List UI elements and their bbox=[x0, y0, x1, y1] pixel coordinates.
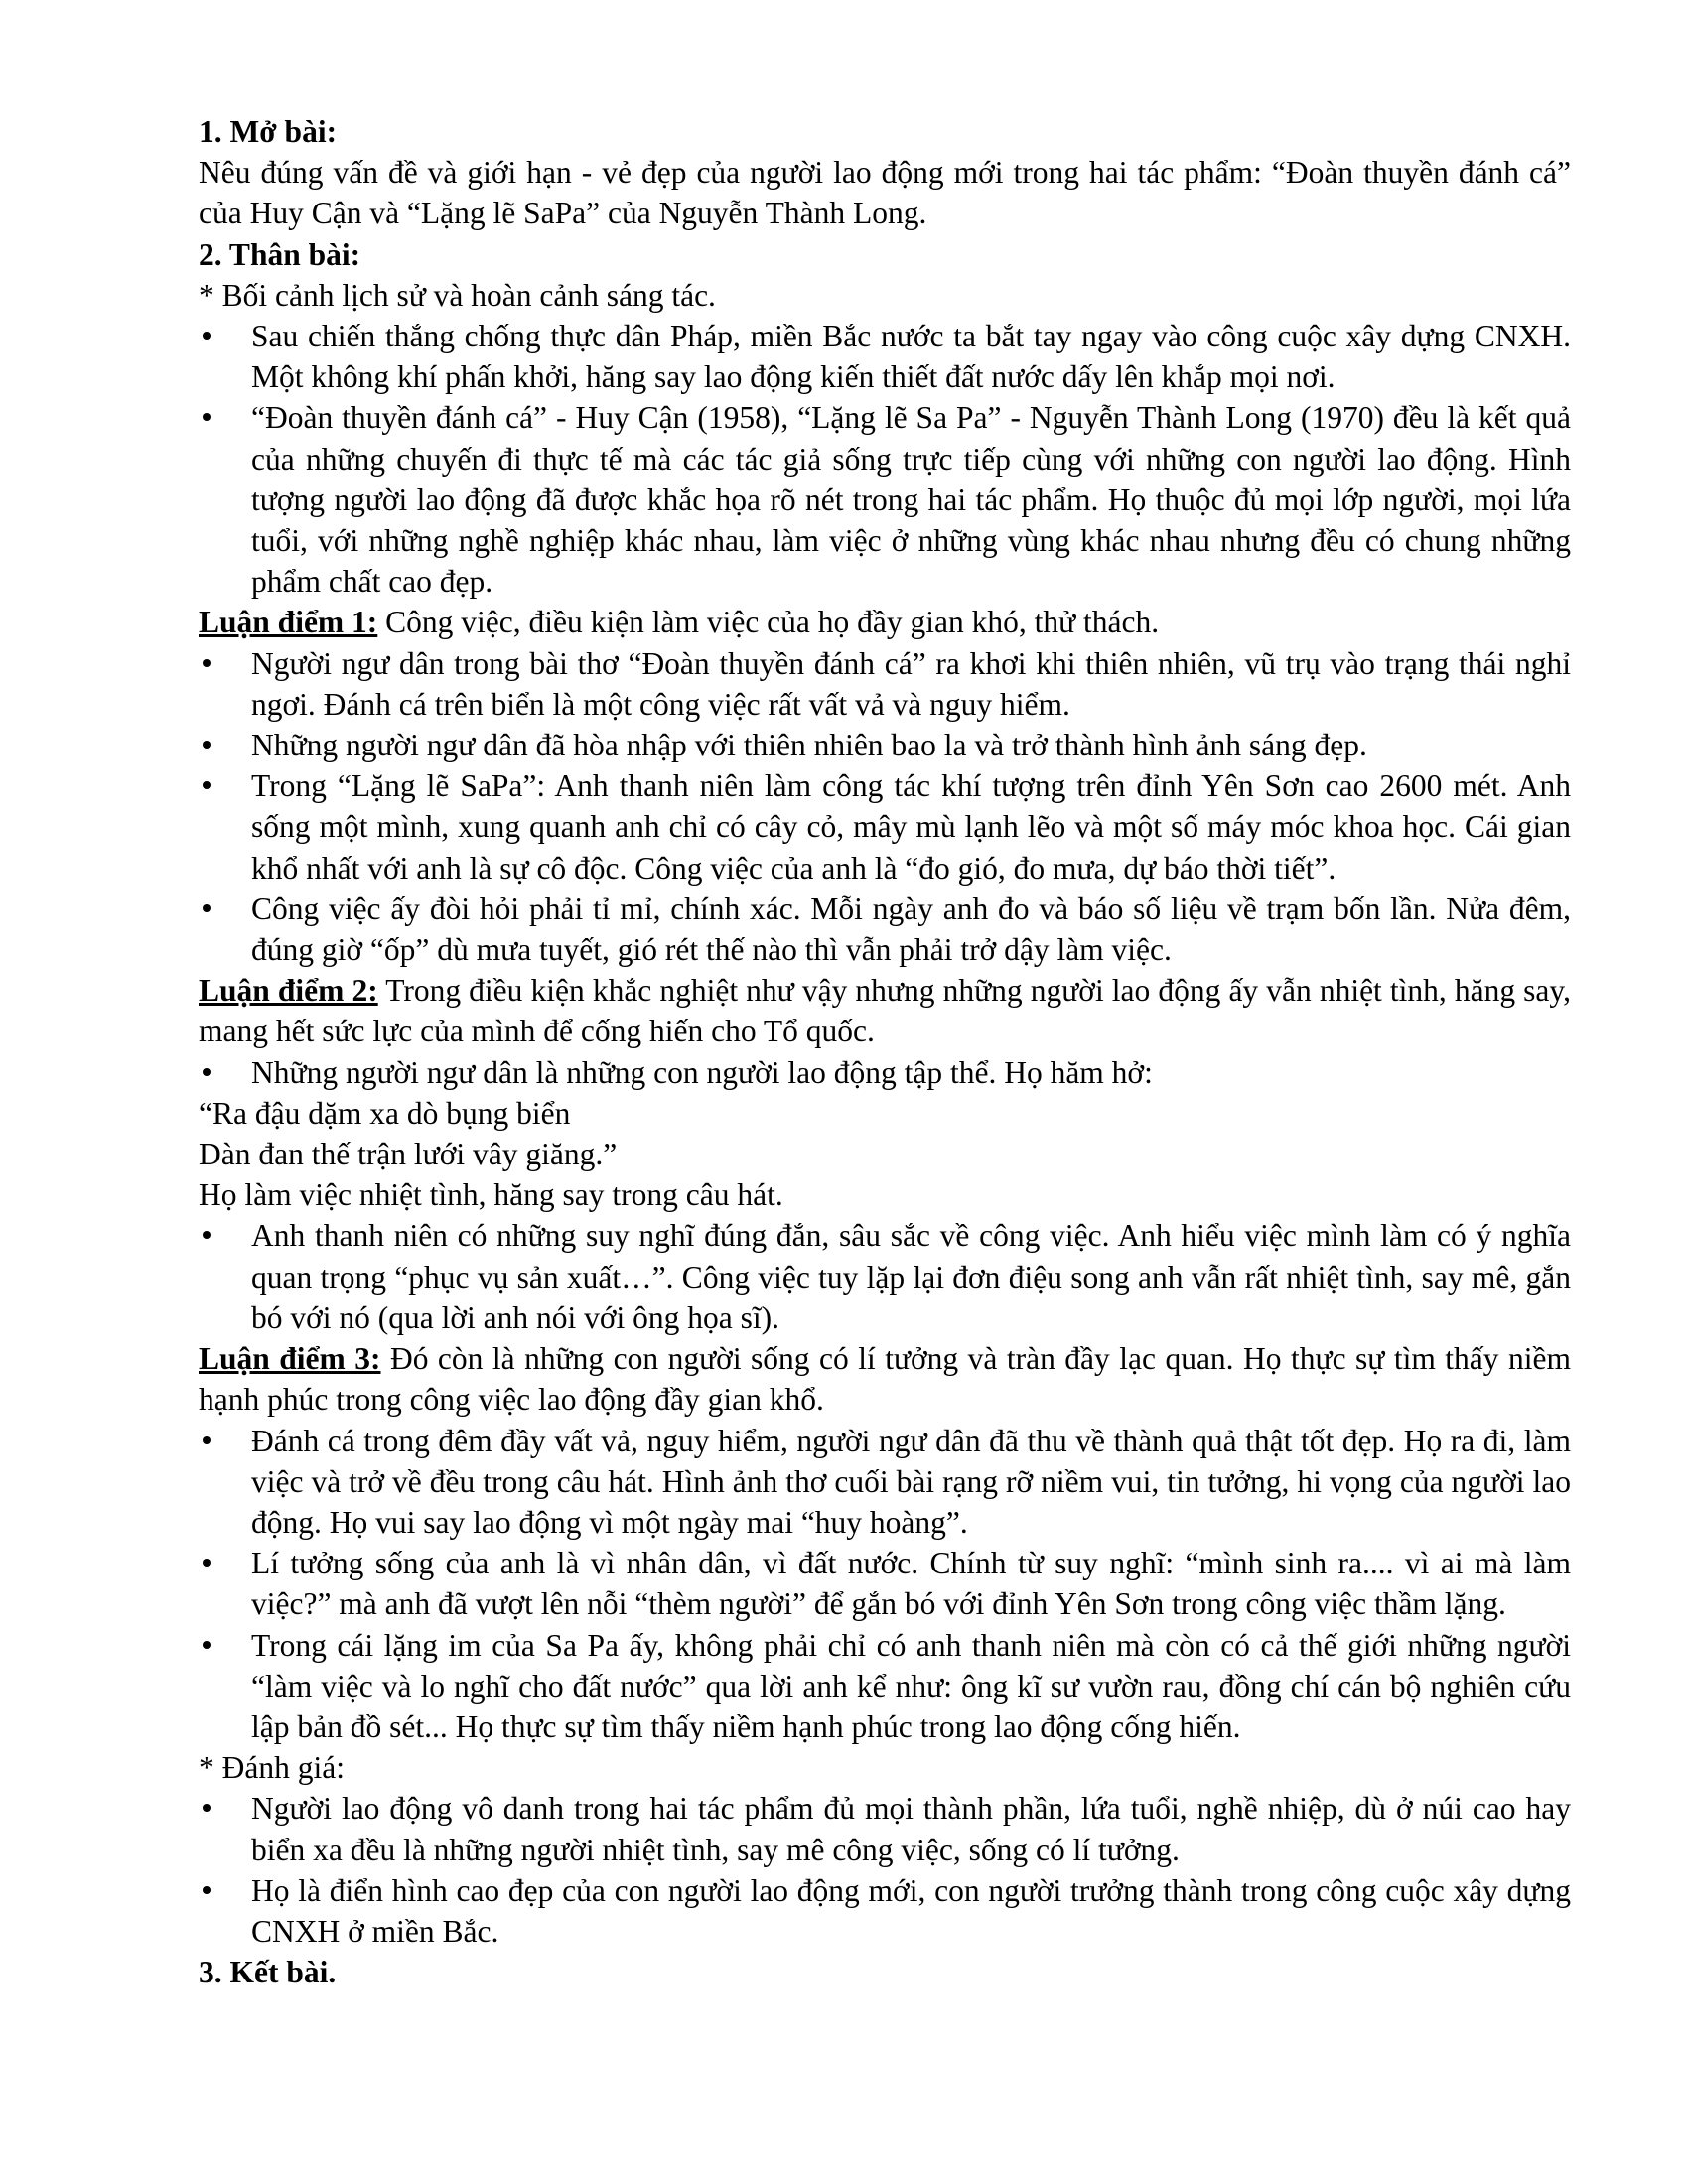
argument-2-text: Trong điều kiện khắc nghiệt như vậy nhưng những người lao động ấy vẫn nhiệt tình, hăng say, mang hết sức lực của mình để cống hiến cho Tổ quốc. bbox=[199, 973, 1571, 1049]
poem-line: “Ra đậu dặm xa dò bụng biển bbox=[199, 1095, 571, 1131]
argument-3-text: Đó còn là những con người sống có lí tưởng và tràn đầy lạc quan. Họ thực sự tìm thấy niềm hạnh phúc trong công việc lao động đầy gian khổ. bbox=[199, 1341, 1572, 1418]
list-item: Đánh cá trong đêm đầy vất vả, nguy hiểm, người ngư dân đã thu về thành quả thật tốt đẹp. Họ ra đi, làm việc và trở về đều trong câu hát. Hình ảnh thơ cuối bài rạng rỡ niềm vui, tin tưởng, hi vọng của người lao động. Họ vui say lao động vì một ngày mai “huy hoàng”. bbox=[199, 1421, 1571, 1544]
argument-1-label: Luận điểm 1: bbox=[199, 605, 378, 640]
list-item: Công việc ấy đòi hỏi phải tỉ mỉ, chính xác. Mỗi ngày anh đo và báo số liệu về trạm bốn lần. Nửa đêm, đúng giờ “ốp” dù mưa tuyết, gió rét thế nào thì vẫn phải trở dậy làm việc. bbox=[199, 888, 1571, 970]
argument-2 bbox=[199, 970, 1571, 1051]
list-item: Người lao động vô danh trong hai tác phẩm đủ mọi thành phần, lứa tuổi, nghề nhiệp, dù ở núi cao hay biển xa đều là những người nhiệt tình, say mê công việc, sống có lí tưởng. bbox=[199, 1788, 1571, 1869]
list-item: Anh thanh niên có những suy nghĩ đúng đắn, sâu sắc về công việc. Anh hiểu việc mình làm có ý nghĩa quan trọng “phục vụ sản xuất…”. Công việc tuy lặp lại đơn điệu song anh vẫn rất nhiệt tình, say mê, gắn bó với nó (qua lời anh nói với ông họa sĩ). bbox=[199, 1215, 1571, 1338]
list-item: “Đoàn thuyền đánh cá” - Huy Cận (1958), “Lặng lẽ Sa Pa” - Nguyễn Thành Long (1970) đều là kết quả của những chuyến đi thực tế mà các tác giả sống trực tiếp cùng với những con người lao động. Hình tượng người lao động đã được khắc họa rõ nét trong hai tác phẩm. Họ thuộc đủ mọi lớp người, mọi lứa tuổi, với những nghề nghiệp khác nhau, làm việc ở những vùng khác nhau nhưng đều có chung những phẩm chất cao đẹp. bbox=[199, 397, 1571, 602]
list-item: Những người ngư dân đã hòa nhập với thiên nhiên bao la và trở thành hình ảnh sáng đẹp. bbox=[199, 725, 1571, 765]
context-heading: * Bối cảnh lịch sử và hoàn cảnh sáng tác. bbox=[199, 277, 716, 313]
argument-1-text: Công việc, điều kiện làm việc của họ đầy gian khó, thử thách. bbox=[377, 605, 1160, 640]
section-3-heading: 3. Kết bài. bbox=[199, 1955, 337, 1990]
list-item: Trong “Lặng lẽ SaPa”: Anh thanh niên làm công tác khí tượng trên đỉnh Yên Sơn cao 2600 mét. Anh sống một mình, xung quanh anh chỉ có cây cỏ, mây mù lạnh lẽo và một số máy móc khoa học. Cái gian khổ nhất với anh là sự cô độc. Công việc của anh là “đo gió, đo mưa, dự báo thời tiết”. bbox=[199, 765, 1571, 888]
paragraph-text: Họ làm việc nhiệt tình, hăng say trong câu hát. bbox=[199, 1177, 783, 1213]
list-item: Sau chiến thắng chống thực dân Pháp, miền Bắc nước ta bắt tay ngay vào công cuộc xây dựng CNXH. Một không khí phấn khởi, hăng say lao động kiến thiết đất nước dấy lên khắp mọi nơi. bbox=[199, 316, 1571, 397]
list-item: Những người ngư dân là những con người lao động tập thể. Họ hăm hở: bbox=[199, 1052, 1571, 1093]
list-item: Họ là điển hình cao đẹp của con người lao động mới, con người trưởng thành trong công cuộc xây dựng CNXH ở miền Bắc. bbox=[199, 1870, 1571, 1952]
list-item: Người ngư dân trong bài thơ “Đoàn thuyền đánh cá” ra khơi khi thiên nhiên, vũ trụ vào trạng thái nghỉ ngơi. Đánh cá trên biển là một công việc rất vất vả và nguy hiểm. bbox=[199, 643, 1571, 725]
section-1-heading: 1. Mở bài: bbox=[199, 114, 338, 149]
list-item: Trong cái lặng im của Sa Pa ấy, không phải chỉ có anh thanh niên mà còn có cả thế giới những người “làm việc và lo nghĩ cho đất nước” qua lời anh kể như: ông kĩ sư vườn rau, đồng chí cán bộ nghiên cứu lập bản đồ sét... Họ thực sự tìm thấy niềm hạnh phúc trong lao động cống hiến. bbox=[199, 1625, 1571, 1748]
evaluation-heading: * Đánh giá: bbox=[199, 1750, 345, 1786]
argument-2-label: Luận điểm 2: bbox=[199, 973, 378, 1009]
section-1-text: Nêu đúng vấn đề và giới hạn - vẻ đẹp của người lao động mới trong hai tác phẩm: “Đoàn thuyền đánh cá” của Huy Cận và “Lặng lẽ SaPa” của Nguyễn Thành Long. bbox=[199, 155, 1571, 231]
section-2-heading: 2. Thân bài: bbox=[199, 236, 361, 272]
argument-3-label: Luận điểm 3: bbox=[199, 1341, 381, 1377]
argument-3 bbox=[199, 1338, 1571, 1420]
poem-line: Dàn đan thế trận lưới vây giăng.” bbox=[199, 1137, 618, 1172]
argument-1 bbox=[199, 602, 1571, 642]
list-item: Lí tưởng sống của anh là vì nhân dân, vì đất nước. Chính từ suy nghĩ: “mình sinh ra.... vì ai mà làm việc?” mà anh đã vượt lên nỗi “thèm người” để gắn bó với đỉnh Yên Sơn trong công việc thầm lặng. bbox=[199, 1543, 1571, 1624]
